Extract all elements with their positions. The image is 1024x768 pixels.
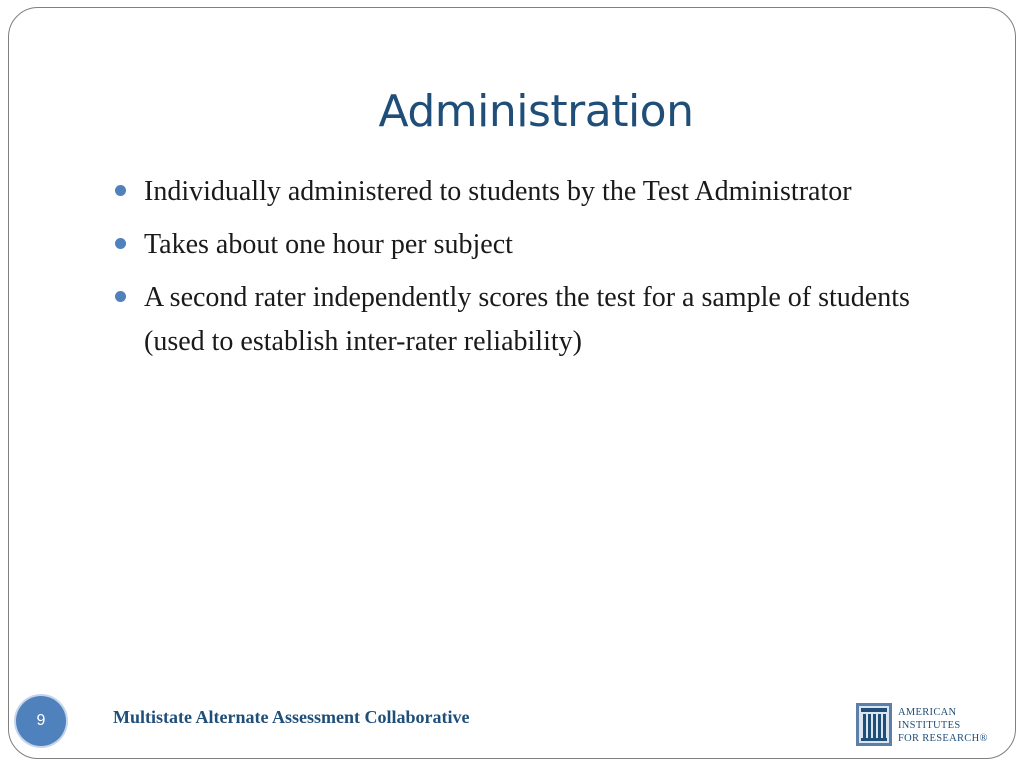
bullet-list bbox=[115, 170, 955, 373]
logo-line: AMERICAN bbox=[898, 707, 957, 718]
bullet-dot-icon bbox=[115, 238, 126, 249]
bullet-item bbox=[115, 170, 955, 214]
bullet-item bbox=[115, 223, 955, 267]
logo-line: INSTITUTES bbox=[898, 720, 961, 731]
logo-line: FOR RESEARCH® bbox=[898, 733, 988, 744]
bullet-dot-icon bbox=[115, 291, 126, 302]
page-number: 9 bbox=[36, 712, 46, 729]
building-columns-icon bbox=[856, 703, 892, 746]
bullet-text: Takes about one hour per subject bbox=[144, 229, 513, 260]
footer-organization-text: Multistate Alternate Assessment Collaborative bbox=[113, 707, 470, 727]
bullet-text: A second rater independently scores the test for a sample of students (used to establish inter-rater reliability) bbox=[144, 282, 910, 357]
bullet-dot-icon bbox=[115, 185, 126, 196]
bullet-item bbox=[115, 276, 955, 364]
bullet-text: Individually administered to students by the Test Administrator bbox=[144, 176, 852, 207]
air-logo bbox=[856, 703, 996, 749]
logo-text bbox=[898, 706, 988, 745]
page-number-badge bbox=[16, 696, 66, 746]
slide-title: Administration bbox=[378, 86, 694, 137]
